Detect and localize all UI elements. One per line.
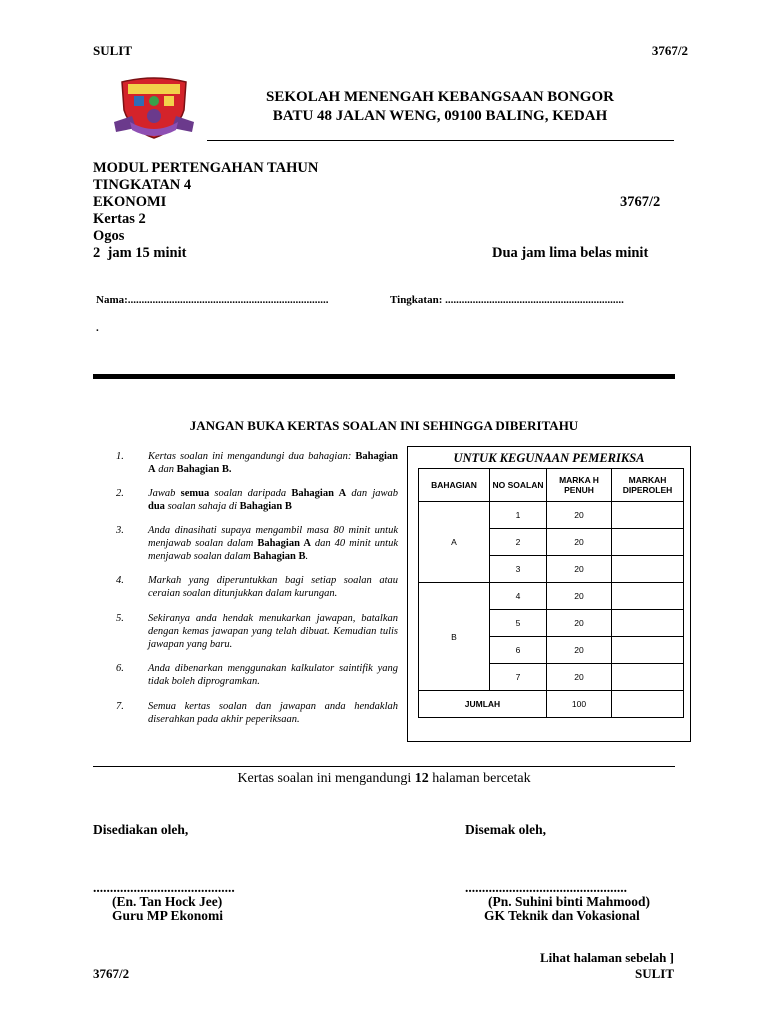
- question-number-cell: 4: [490, 583, 547, 610]
- table-row: [419, 583, 684, 610]
- question-number-cell: 2: [490, 529, 547, 556]
- checked-signature-line: ................................................: [465, 880, 627, 895]
- question-number-cell: 1: [490, 502, 547, 529]
- warning-text: JANGAN BUKA KERTAS SOALAN INI SEHINGGA DIBERITAHU: [189, 418, 579, 433]
- header-left: SULIT: [93, 43, 133, 58]
- footer-code: 3767/2: [93, 966, 130, 981]
- checked-name: (Pn. Suhini binti Mahmood): [488, 894, 651, 909]
- total-obtained-cell[interactable]: [612, 691, 684, 718]
- school-name: SEKOLAH MENENGAH KEBANGSAAN BONGOR: [266, 89, 614, 105]
- page-count: 12: [414, 771, 429, 786]
- question-number-cell: 3: [490, 556, 547, 583]
- instruction-number: 1.: [116, 451, 124, 462]
- module-title: MODUL PERTENGAHAN TAHUN: [93, 160, 319, 176]
- col-header-question: NO SOALAN: [490, 469, 547, 502]
- col-header-full-marks: MARKA H PENUH: [547, 469, 612, 502]
- examiner-table: [418, 468, 684, 718]
- instruction-text: Sekiranya anda hendak menukarkan jawapan, batalkan dengan kemas jawapan yang telah dibuat. Kemudian tulis jawapan yang baru.: [148, 613, 398, 650]
- page-count-prefix: Kertas soalan ini mengandungi: [237, 771, 415, 786]
- full-marks-cell: 20: [547, 529, 612, 556]
- full-marks-cell: 20: [547, 556, 612, 583]
- full-marks-cell: 20: [547, 664, 612, 691]
- prepared-label: Disediakan oleh,: [93, 822, 189, 837]
- prepared-role: Guru MP Ekonomi: [112, 908, 224, 923]
- form-level: TINGKATAN 4: [93, 177, 192, 193]
- header-right: 3767/2: [651, 43, 688, 58]
- instruction-item: [116, 662, 398, 688]
- obtained-marks-cell[interactable]: [612, 664, 684, 691]
- page-count-suffix: halaman bercetak: [428, 771, 531, 786]
- stray-dot: .: [96, 322, 99, 334]
- footer-divider: [93, 766, 675, 767]
- instruction-item: [116, 450, 398, 476]
- page-count-line: [0, 771, 768, 787]
- instruction-number: 6.: [116, 663, 124, 674]
- total-row: [419, 691, 684, 718]
- paper-label: Kertas 2: [93, 211, 146, 227]
- instruction-number: 4.: [116, 575, 124, 586]
- instruction-number: 5.: [116, 613, 124, 624]
- obtained-marks-cell[interactable]: [612, 610, 684, 637]
- checked-label: Disemak oleh,: [465, 822, 546, 837]
- instruction-item: [116, 612, 398, 651]
- total-full-marks: 100: [547, 691, 612, 718]
- obtained-marks-cell[interactable]: [612, 556, 684, 583]
- school-logo: [112, 76, 196, 142]
- school-address: BATU 48 JALAN WENG, 09100 BALING, KEDAH: [272, 108, 608, 124]
- section-cell: B: [419, 583, 490, 691]
- subject-code: 3767/2: [620, 194, 661, 210]
- instruction-text: Kertas soalan ini mengandungi dua bahagian: Bahagian A dan Bahagian B.: [148, 451, 398, 475]
- thick-divider: [93, 374, 675, 379]
- question-number-cell: 5: [490, 610, 547, 637]
- instruction-item: [116, 524, 398, 563]
- col-header-obtained: MARKAH DIPEROLEH: [612, 469, 684, 502]
- instruction-text: Anda dibenarkan menggunakan kalkulator saintifik yang tidak boleh diprogramkan.: [148, 663, 398, 687]
- next-page-note: Lihat halaman sebelah ]: [540, 950, 674, 965]
- section-cell: A: [419, 502, 490, 583]
- instruction-item: [116, 700, 398, 726]
- examiner-title: UNTUK KEGUNAAN PEMERIKSA: [453, 451, 645, 465]
- prepared-signature-line: ..........................................: [93, 880, 235, 895]
- instruction-number: 3.: [116, 525, 124, 536]
- full-marks-cell: 20: [547, 637, 612, 664]
- obtained-marks-cell[interactable]: [612, 529, 684, 556]
- header-divider: [207, 140, 674, 141]
- question-number-cell: 6: [490, 637, 547, 664]
- exam-duration: 2 jam 15 minit: [93, 245, 187, 261]
- question-number-cell: 7: [490, 664, 547, 691]
- full-marks-cell: 20: [547, 583, 612, 610]
- instruction-number: 2.: [116, 488, 124, 499]
- instruction-item: [116, 574, 398, 600]
- checked-role: GK Teknik dan Vokasional: [484, 908, 640, 923]
- instruction-number: 7.: [116, 701, 124, 712]
- instruction-item: [116, 487, 398, 513]
- form-field[interactable]: Tingkatan: .................................................................: [390, 294, 624, 306]
- exam-month: Ogos: [93, 228, 125, 244]
- subject-name: EKONOMI: [93, 194, 167, 210]
- obtained-marks-cell[interactable]: [612, 583, 684, 610]
- exam-duration-words: Dua jam lima belas minit: [492, 245, 649, 261]
- footer-sulit: SULIT: [634, 966, 674, 981]
- instruction-text: Jawab semua soalan daripada Bahagian A dan jawab dua soalan sahaja di Bahagian B: [148, 488, 398, 512]
- full-marks-cell: 20: [547, 610, 612, 637]
- full-marks-cell: 20: [547, 502, 612, 529]
- instruction-text: Semua kertas soalan dan jawapan anda hendaklah diserahkan pada akhir peperiksaan.: [148, 701, 398, 725]
- table-row: [419, 502, 684, 529]
- obtained-marks-cell[interactable]: [612, 502, 684, 529]
- prepared-name: (En. Tan Hock Jee): [112, 894, 223, 909]
- instruction-text: Anda dinasihati supaya mengambil masa 80 minit untuk menjawab soalan dalam Bahagian A dan 40 minit untuk menjawab soalan dalam Bahagian B.: [148, 525, 398, 562]
- name-field[interactable]: Nama:.........................................................................: [96, 294, 329, 306]
- total-label: JUMLAH: [419, 691, 547, 718]
- obtained-marks-cell[interactable]: [612, 637, 684, 664]
- col-header-section: BAHAGIAN: [419, 469, 490, 502]
- instruction-text: Markah yang diperuntukkan bagi setiap soalan atau ceraian soalan ditunjukkan dalam kurungan.: [148, 575, 398, 599]
